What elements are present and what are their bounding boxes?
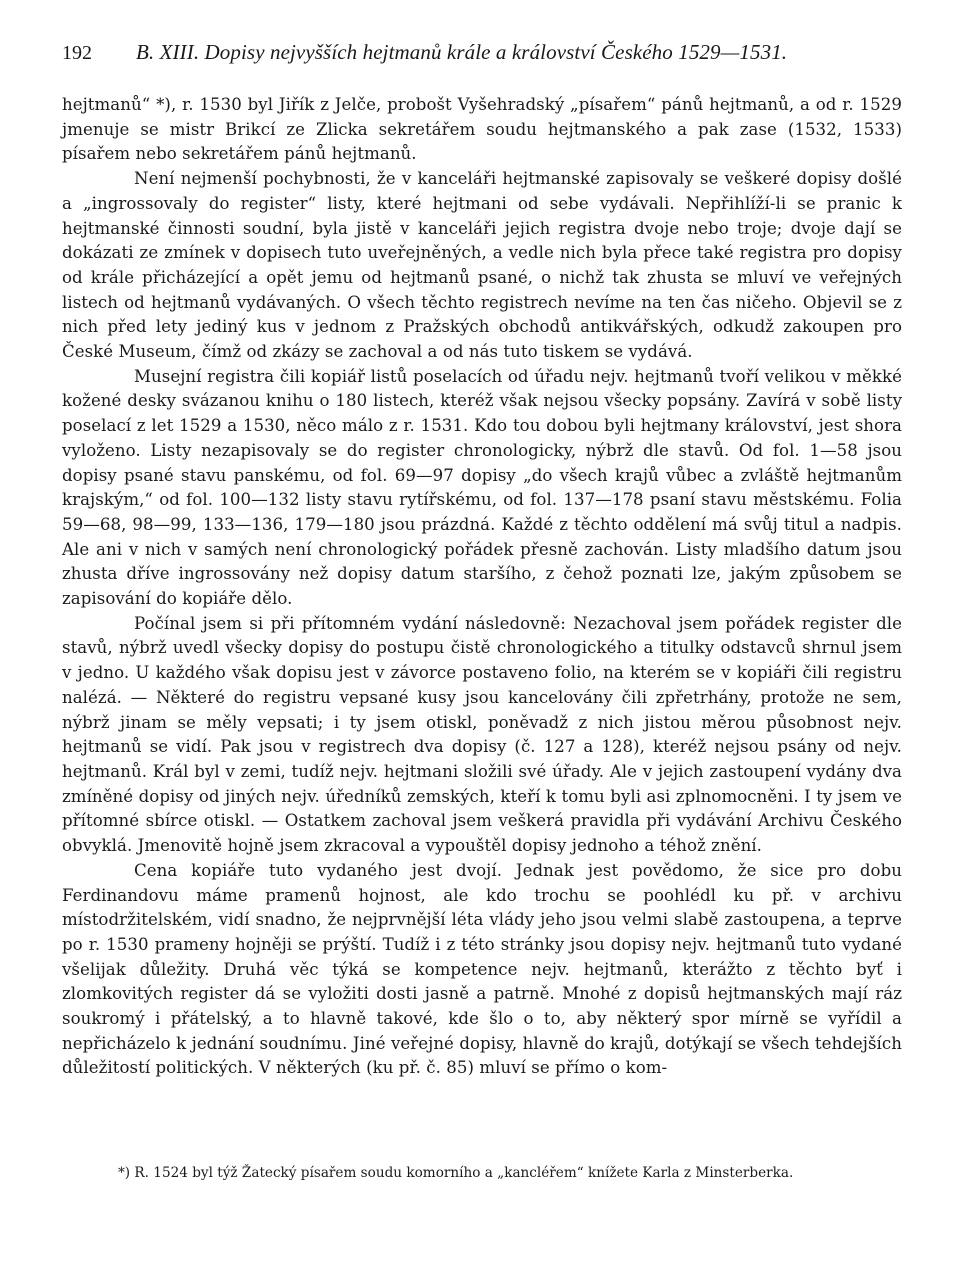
paragraph-2: Není nejmenší pochybnosti, že v kanceláři hejtmanské zapisovaly se veškeré dopisy došlé a „ingrossovaly do register“ listy, které hejtmani od sebe vydávali. Nepřihlíží-li se pranic k hejtmanské činnosti soudní, byla jistě v kanceláři jejich registra dvoje nebo troje; dvoje dají se dokázati ze zmínek v dopisech tuto uveřejněných, a vedle nich byla přece také registra pro dopisy od krále přicházející a opět jemu od hejtmanů psané, o nichž tak zhusta se mluví ve veřejných listech od hejtmanů vydávaných. O všech těchto registrech nevíme na ten čas ničeho. Objevil se z nich před lety jediný kus v jednom z Pražských obchodů antikvářských, odkudž zakoupen pro České Museum, čímž od zkázy se zachoval a od nás tuto tiskem se vydává. <box>62 169 902 362</box>
footnote: *) R. 1524 byl týž Žatecký písařem soudu komorního a „kancléřem“ knížete Karla z Minsterberka. <box>118 1165 794 1181</box>
paragraph-1: hejtmanů“ *), r. 1530 byl Jiřík z Jelče, probošt Vyšehradský „písařem“ pánů hejtmanů, a od r. 1529 jmenuje se mistr Brikcí ze Zlicka sekretářem soudu hejtmanského a pak zase (1532, 1533) písařem nebo sekretářem pánů hejtmanů. <box>62 95 902 164</box>
page-number: 192 <box>62 42 92 64</box>
running-title: B. XIII. Dopisy nejvyšších hejtmanů krále a království Českého 1529—1531. <box>136 40 788 64</box>
page-header <box>62 40 902 65</box>
body-text <box>62 93 902 1081</box>
paragraph-3: Musejní registra čili kopiář listů poselacích od úřadu nejv. hejtmanů tvoří velikou v měkké kožené desky svázanou knihu o 180 listech, kteréž však nejsou všecky popsány. Zavírá v sobě listy poselací z let 1529 a 1530, něco málo z r. 1531. Kdo tou dobou byli hejtmany království, jest shora vyloženo. Listy nezapisovaly se do register chronologicky, nýbrž dle stavů. Od fol. 1—58 jsou dopisy psané stavu panskému, od fol. 69—97 dopisy „do všech krajů vůbec a zvláště hejtmanům krajským,“ od fol. 100—132 listy stavu rytířskému, od fol. 137—178 psaní stavu městskému. Folia 59—68, 98—99, 133—136, 179—180 jsou prázdná. Každé z těchto oddělení má svůj titul a nadpis. Ale ani v nich v samých není chronologický pořádek přesně zachován. Listy mladšího datum jsou zhusta dříve ingrossovány než dopisy datum staršího, z čehož poznati lze, jakým způsobem se zapisování do kopiáře dělo. <box>62 366 902 609</box>
paragraph-4: Počínal jsem si při přítomném vydání následovně: Nezachoval jsem pořádek register dle stavů, nýbrž uvedl všecky dopisy do postupu čistě chronologického a titulky odstavců shrnul jsem v jedno. U každého však dopisu jest v závorce postaveno folio, na kterém se v kopiáři čili registru nalézá. — Některé do registru vepsané kusy jsou kancelovány čili zpřetrhány, protože ne sem, nýbrž jinam se měly vepsati; i ty jsem otiskl, poněvadž z nich jistou měrou působnost nejv. hejtmanů se vidí. Pak jsou v registrech dva dopisy (č. 127 a 128), kteréž nejsou psány od nejv. hejtmanů. Král byl v zemi, tudíž nejv. hejtmani složili své úřady. Ale v jejich zastoupení vydány dva zmíněné dopisy od jiných nejv. úředníků zemských, kteří k tomu byli asi zplnomocněni. I ty jsem ve přítomné sbírce otiskl. — Ostatkem zachoval jsem veškerá pravidla při vydávání Archivu Českého obvyklá. Jmenovitě hojně jsem zkracoval a vypouštěl dopisy jednoho a téhož znění. <box>62 613 902 856</box>
paragraph-5: Cena kopiáře tuto vydaného jest dvojí. Jednak jest povědomo, že sice pro dobu Ferdinandovu máme pramenů hojnost, ale kdo trochu se poohlédl ku př. v archivu místodržitelském, vidí snadno, že nejprvnější léta vlády jeho jsou velmi slabě zastoupena, a teprve po r. 1530 prameny hojněji se prýští. Tudíž i z této stránky jsou dopisy nejv. hejtmanů tuto vydané všelijak důležity. Druhá věc týká se kompetence nejv. hejtmanů, kterážto z těchto byť i zlomkovitých register dá se vyložiti dosti jasně a patrně. Mnohé z dopisů hejtmanských mají ráz soukromý i přátelský, a to hlavně takové, kde šlo o to, aby některý spor mírně se vyřídil a nepřicházelo k jednání soudnímu. Jiné veřejné dopisy, hlavně do krajů, dotýkají se všech tehdejších důležitostí politických. V některých (ku př. č. 85) mluví se přímo o kom- <box>62 860 902 1078</box>
